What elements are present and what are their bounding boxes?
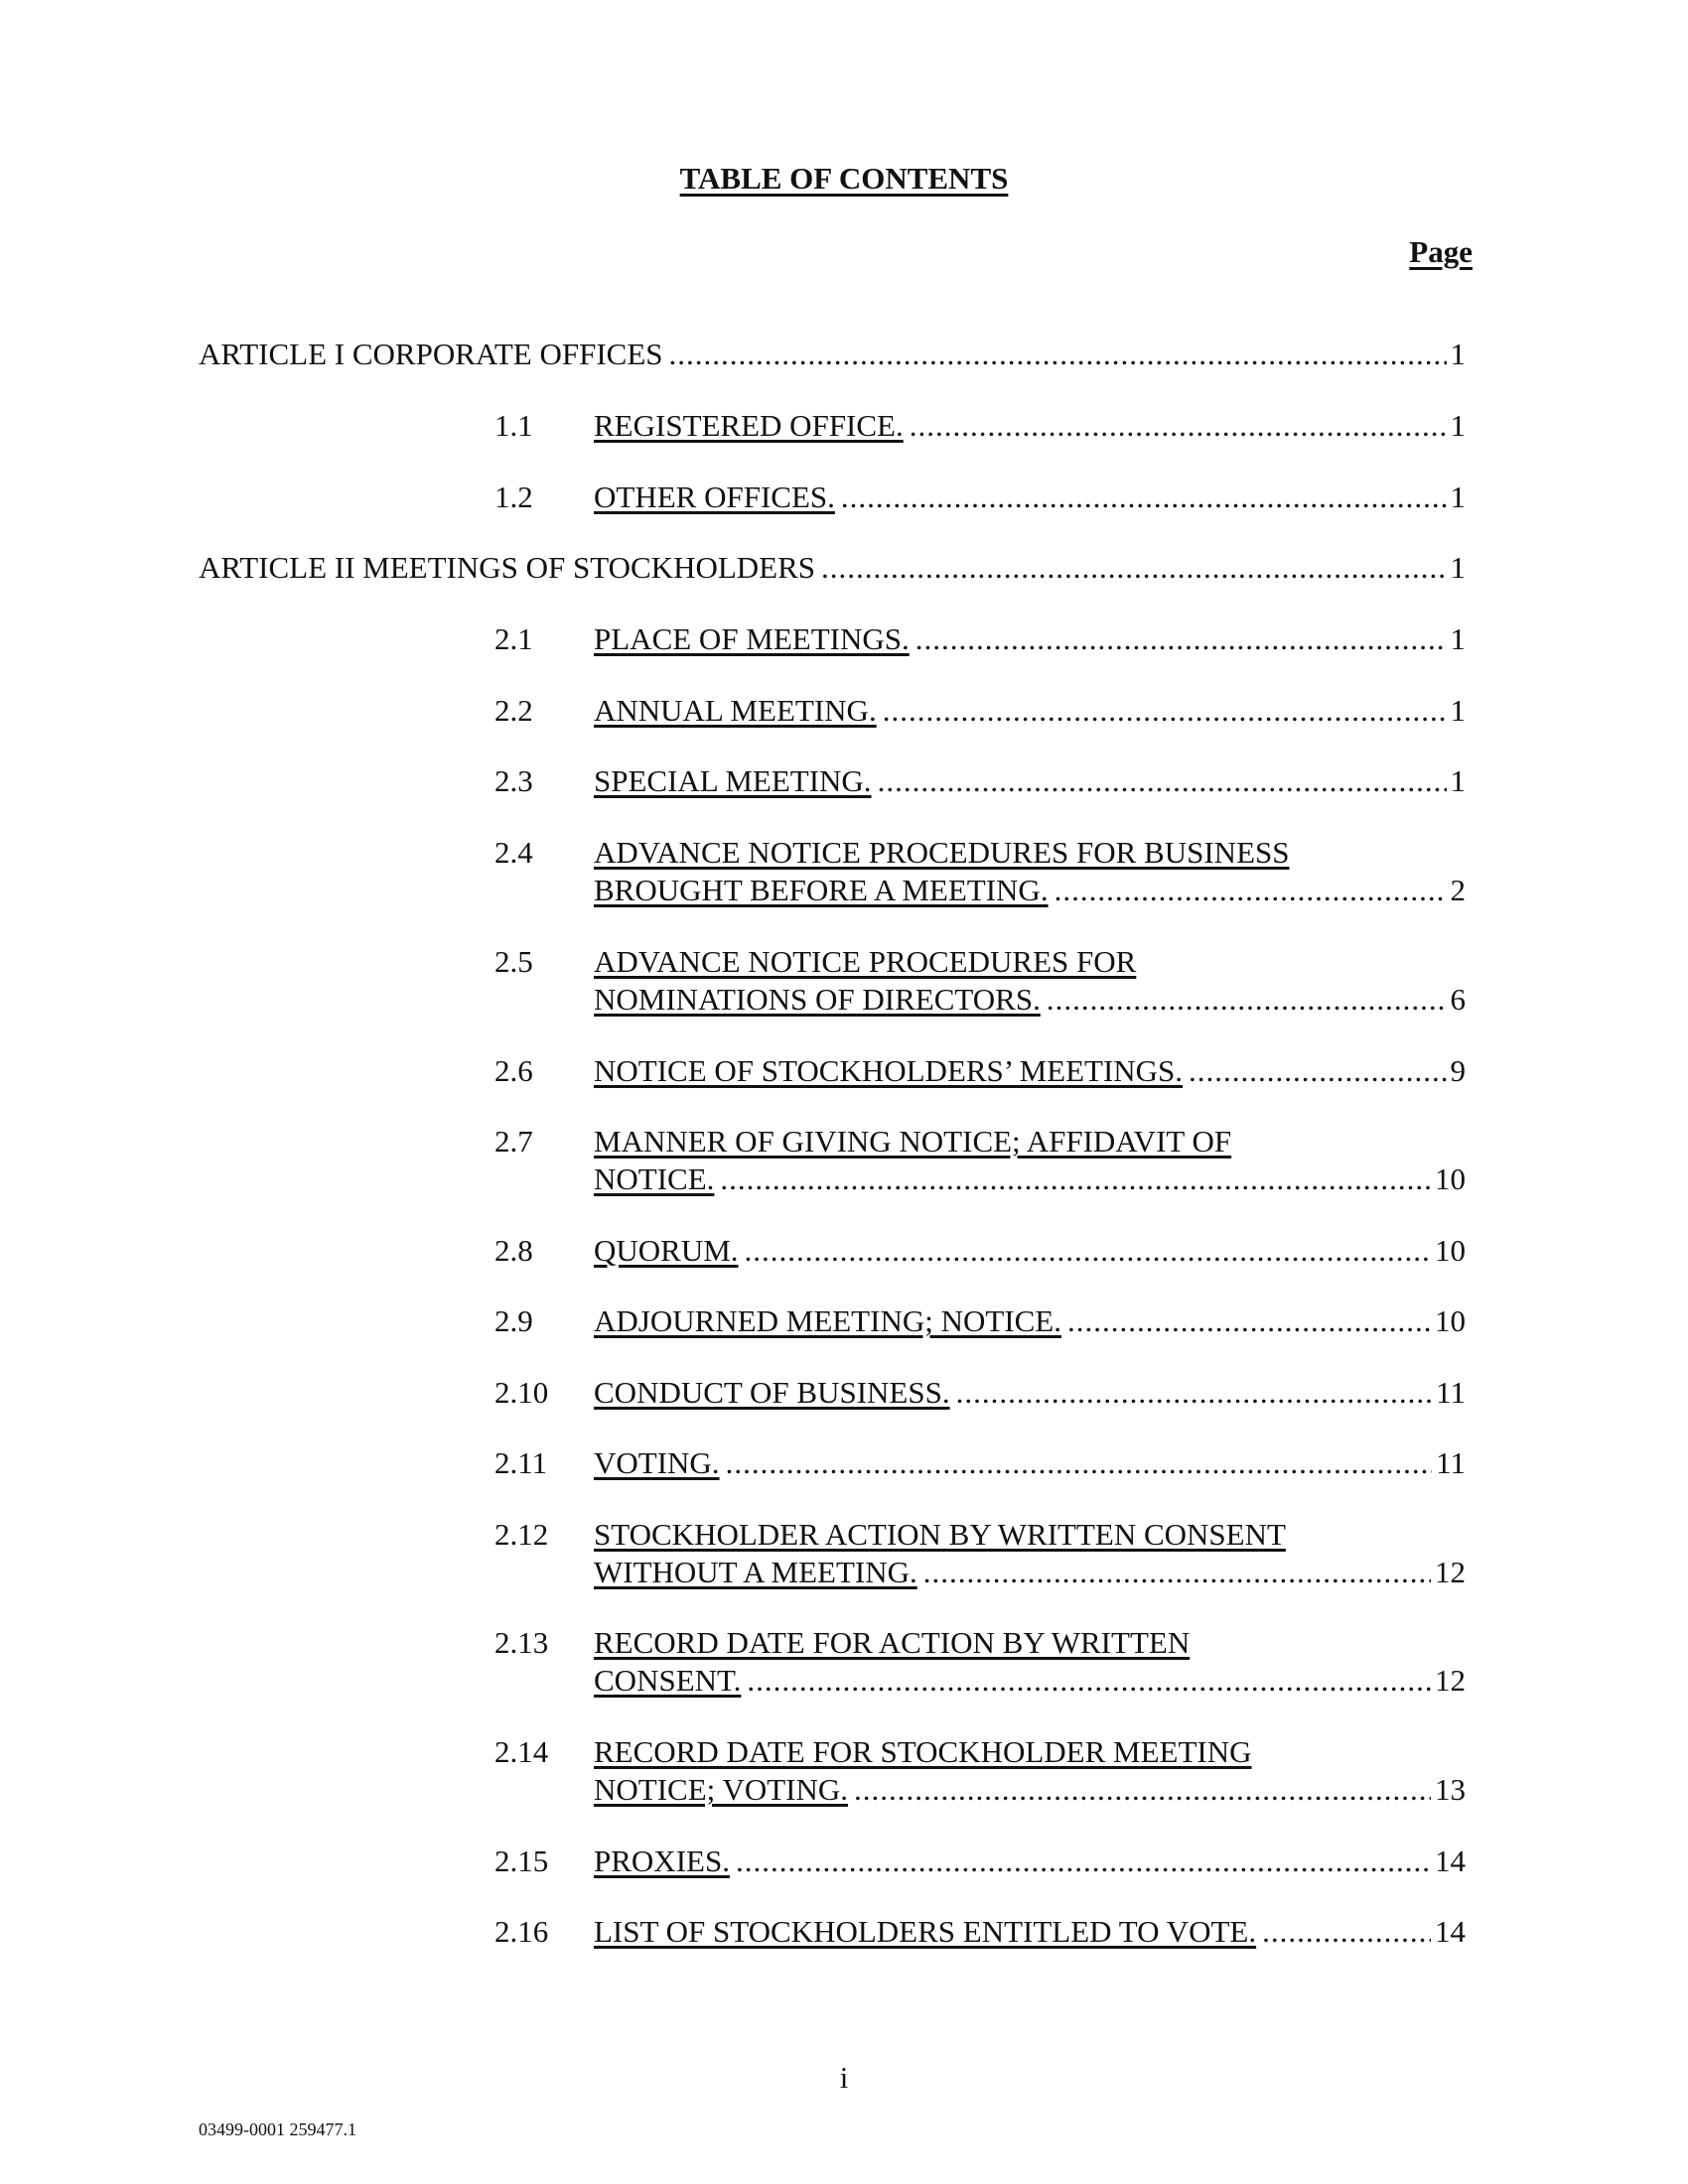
toc-entry-number: 2.10 xyxy=(494,1375,549,1410)
toc-entry-title-line-2: NOTICE; VOTING. xyxy=(594,1772,849,1807)
toc-entry-title: NOTICE OF STOCKHOLDERS’ MEETINGS. xyxy=(594,1053,1184,1088)
toc-entry-title-line-1: ADVANCE NOTICE PROCEDURES FOR BUSINESS xyxy=(594,835,1290,870)
document-id: 03499-0001 259477.1 xyxy=(199,2119,356,2139)
toc-entry-number: 2.16 xyxy=(494,1914,549,1949)
toc-entry-title: QUORUM. xyxy=(594,1233,739,1268)
dot-leader xyxy=(915,620,1447,658)
footer-page-number: i xyxy=(839,2060,849,2095)
dot-leader xyxy=(883,692,1447,730)
toc-entry-page: 1 xyxy=(1450,479,1466,514)
toc-entry-section-2-8[interactable] xyxy=(494,1232,1466,1270)
dot-leader xyxy=(1047,981,1447,1019)
toc-entry-title: SPECIAL MEETING. xyxy=(594,763,872,798)
toc-entry-section-2-9[interactable] xyxy=(494,1302,1466,1340)
dot-leader xyxy=(821,549,1446,587)
toc-entry-title-line-1: MANNER OF GIVING NOTICE; AFFIDAVIT OF xyxy=(594,1124,1232,1159)
toc-entry-number: 2.2 xyxy=(494,693,533,728)
toc-entry-title-line-2: BROUGHT BEFORE A MEETING. xyxy=(594,873,1049,907)
toc-entry-number: 2.12 xyxy=(494,1517,549,1552)
toc-entry-section-2-6[interactable] xyxy=(494,1052,1466,1090)
toc-entry-number: 2.5 xyxy=(494,944,533,979)
dot-leader xyxy=(1262,1913,1431,1951)
toc-entry-number: 2.8 xyxy=(494,1233,533,1268)
toc-entry-title-line-1: STOCKHOLDER ACTION BY WRITTEN CONSENT xyxy=(594,1517,1286,1552)
toc-entry-title-line-2: WITHOUT A MEETING. xyxy=(594,1555,917,1589)
toc-entry-page: 14 xyxy=(1435,1914,1466,1949)
dot-leader xyxy=(854,1771,1431,1809)
toc-entry-title: PROXIES. xyxy=(594,1843,730,1878)
toc-entry-page: 11 xyxy=(1436,1445,1466,1480)
toc-entry-page: 1 xyxy=(1450,408,1466,443)
toc-entry-title-line-2: NOTICE. xyxy=(594,1161,715,1196)
toc-entry-title: ANNUAL MEETING. xyxy=(594,693,877,728)
toc-entry-section-2-1[interactable] xyxy=(494,620,1466,658)
toc-entry-section-2-2[interactable] xyxy=(494,692,1466,730)
dot-leader xyxy=(956,1374,1433,1412)
toc-entry-section-2-13[interactable] xyxy=(494,1624,1466,1700)
toc-entry-section-1-2[interactable] xyxy=(494,478,1466,516)
toc-entry-number: 2.3 xyxy=(494,763,533,798)
dot-leader xyxy=(747,1662,1431,1700)
dot-leader xyxy=(878,762,1447,800)
toc-entry-page: 10 xyxy=(1435,1161,1466,1196)
toc-entry-title: VOTING. xyxy=(594,1445,720,1480)
toc-entry-page: 6 xyxy=(1450,982,1466,1017)
toc-entry-page: 11 xyxy=(1436,1375,1466,1410)
toc-entry-title: ARTICLE II MEETINGS OF STOCKHOLDERS xyxy=(199,550,816,585)
toc-entry-title: OTHER OFFICES. xyxy=(594,479,835,514)
toc-entry-title-line-2: CONSENT. xyxy=(594,1663,742,1698)
toc-entry-article-2[interactable] xyxy=(199,549,1466,587)
page-column-header: Page xyxy=(1409,234,1473,269)
toc-entry-number: 1.1 xyxy=(494,408,533,443)
toc-entry-page: 1 xyxy=(1450,763,1466,798)
toc-entry-page: 14 xyxy=(1435,1843,1466,1878)
dot-leader xyxy=(910,407,1447,445)
toc-entry-article-1[interactable] xyxy=(199,336,1466,373)
toc-entry-page: 1 xyxy=(1450,621,1466,656)
dot-leader xyxy=(1055,872,1447,909)
toc-entry-section-2-11[interactable] xyxy=(494,1444,1466,1482)
dot-leader xyxy=(669,336,1447,373)
toc-entry-title: ARTICLE I CORPORATE OFFICES xyxy=(199,337,663,371)
toc-entry-section-2-3[interactable] xyxy=(494,762,1466,800)
toc-entry-section-2-15[interactable] xyxy=(494,1843,1466,1880)
toc-entry-number: 2.14 xyxy=(494,1734,549,1769)
toc-entry-page: 13 xyxy=(1435,1772,1466,1807)
toc-entry-number: 2.15 xyxy=(494,1843,549,1878)
toc-entry-number: 2.4 xyxy=(494,835,533,870)
toc-entry-page: 2 xyxy=(1450,873,1466,907)
dot-leader xyxy=(1067,1302,1431,1340)
toc-entry-title: CONDUCT OF BUSINESS. xyxy=(594,1375,950,1410)
toc-entry-page: 10 xyxy=(1435,1233,1466,1268)
toc-entry-section-1-1[interactable] xyxy=(494,407,1466,445)
toc-entry-section-2-4[interactable] xyxy=(494,834,1466,909)
toc-entry-page: 1 xyxy=(1450,337,1466,371)
toc-entry-section-2-16[interactable] xyxy=(494,1913,1466,1951)
toc-entry-number: 2.7 xyxy=(494,1124,533,1159)
toc-entry-page: 10 xyxy=(1435,1303,1466,1338)
toc-entry-title-line-1: ADVANCE NOTICE PROCEDURES FOR xyxy=(594,944,1137,979)
toc-entry-section-2-14[interactable] xyxy=(494,1733,1466,1809)
dot-leader xyxy=(720,1160,1431,1198)
toc-entry-title: PLACE OF MEETINGS. xyxy=(594,621,910,656)
toc-entry-number: 2.1 xyxy=(494,621,533,656)
toc-entry-section-2-5[interactable] xyxy=(494,943,1466,1019)
toc-entry-title: REGISTERED OFFICE. xyxy=(594,408,904,443)
dot-leader xyxy=(726,1444,1433,1482)
toc-entry-page: 1 xyxy=(1450,693,1466,728)
toc-entry-number: 2.6 xyxy=(494,1053,533,1088)
toc-entry-number: 1.2 xyxy=(494,479,533,514)
toc-entry-number: 2.13 xyxy=(494,1625,549,1660)
toc-entry-number: 2.9 xyxy=(494,1303,533,1338)
toc-entry-title-line-1: RECORD DATE FOR STOCKHOLDER MEETING xyxy=(594,1734,1252,1769)
toc-entry-section-2-10[interactable] xyxy=(494,1374,1466,1412)
dot-leader xyxy=(1189,1052,1446,1090)
toc-entry-number: 2.11 xyxy=(494,1445,548,1480)
dot-leader xyxy=(736,1843,1431,1880)
toc-entry-section-2-12[interactable] xyxy=(494,1516,1466,1591)
dot-leader xyxy=(923,1554,1431,1591)
toc-entry-title: ADJOURNED MEETING; NOTICE. xyxy=(594,1303,1061,1338)
toc-entry-page: 1 xyxy=(1450,550,1466,585)
toc-entry-page: 12 xyxy=(1435,1555,1466,1589)
toc-entry-title: LIST OF STOCKHOLDERS ENTITLED TO VOTE. xyxy=(594,1914,1257,1949)
toc-entry-section-2-7[interactable] xyxy=(494,1123,1466,1198)
toc-entry-page: 9 xyxy=(1450,1053,1466,1088)
dot-leader xyxy=(745,1232,1431,1270)
toc-entry-title-line-2: NOMINATIONS OF DIRECTORS. xyxy=(594,982,1041,1017)
toc-title: TABLE OF CONTENTS xyxy=(679,161,1009,196)
toc-entry-title-line-1: RECORD DATE FOR ACTION BY WRITTEN xyxy=(594,1625,1191,1660)
dot-leader xyxy=(841,478,1447,516)
toc-entry-page: 12 xyxy=(1435,1663,1466,1698)
